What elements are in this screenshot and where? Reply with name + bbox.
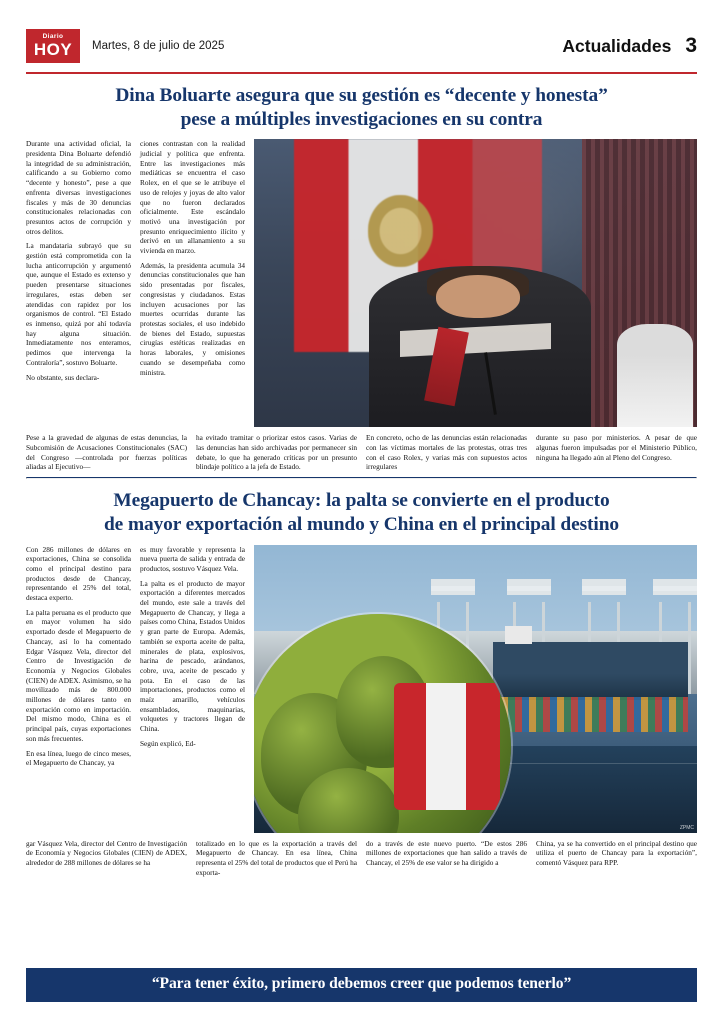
paragraph: La palta peruana es el producto que en mayor volumen ha sido exportado desde el Megapuerto de Chancay, así lo ha comentado Edgar Vásquez Vela, director del Centro de Investigación de Economía y Negocios Globales (CIEN) de ADEX. Asimismo, se ha movilizado más de 800.000 millones de dólares tanto en exportación como en importación. Del mismo modo, China es el principal país, cuyas exportaciones son más frecuentes. <box>26 607 131 743</box>
headline-chancay-line1: Megapuerto de Chancay: la palta se convierte en el producto <box>113 490 610 512</box>
quote-banner: “Para tener éxito, primero debemos creer que podemos tenerlo” <box>26 968 697 1002</box>
logo-main-text: HOY <box>33 40 73 60</box>
paragraph: Pese a la gravedad de algunas de estas denuncias, la Subcomisión de Acusaciones Constitucionales (SAC) del Congreso —controlada por fuerzas políticas aliadas al Ejecutivo— <box>26 433 187 472</box>
article-boluarte-bottom <box>26 433 697 477</box>
paragraph: China, ya se ha convertido en el principal destino que utiliza el puerto de Chancay para la exportación”, comentó Vásquez para RPP. <box>536 838 697 867</box>
article-chancay-top <box>26 545 697 833</box>
headline-chancay <box>26 479 697 544</box>
article-boluarte-top <box>26 139 697 427</box>
dina-boluarte-podium-photo <box>254 139 697 427</box>
headline-boluarte <box>26 74 697 139</box>
paragraph: En esa línea, luego de cinco meses, el Megapuerto de Chancay, ya <box>26 748 131 768</box>
issue-date: Martes, 8 de julio de 2025 <box>92 40 225 52</box>
container-ship <box>493 642 688 700</box>
newspaper-logo <box>26 29 80 63</box>
chancay-port-avocado-photo <box>254 545 697 833</box>
article-chancay <box>26 479 697 882</box>
peru-flag-icon <box>394 683 500 811</box>
masthead <box>26 28 697 74</box>
paragraph: ciones contrastan con la realidad judicial y política que enfrenta. Entre las investigaciones más mediáticas se encuentra el caso Rolex, en el que se le atribuye el uso de relojes y joyas de alto valor que no fueron declarados oficialmente. Este escándalo motivó una investigación por presunto enriquecimiento ilícito y derivó en un allanamiento a su vivienda en marzo. <box>140 139 245 256</box>
article-boluarte-column-1 <box>26 139 131 427</box>
headline-boluarte-line2: pese a múltiples investigaciones en su contra <box>180 108 543 130</box>
article-chancay-column-2 <box>140 545 245 833</box>
paragraph: La mandataria subrayó que su gestión está comprometida con la lucha anticorrupción y argumentó que, aunque el Estado es extenso y pueden presentarse situaciones irregulares, estas deben ser atendidas con rapidez por los organismos de control. “El Estado es inmenso, quizá por ahí todavía hay alguna situación. Inmediatamente nos enteramos, pedimos que intervenga la Contraloría”, sostuvo Boluarte. <box>26 241 131 367</box>
paragraph: Durante una actividad oficial, la presidenta Dina Boluarte defendió la integridad de su administración, calificando a su Gobierno como “decente y honesto”, pese a que enfrenta diversas investigaciones fiscales y más de 30 denuncias constitucionales relacionadas con presuntos actos de corrupción y otros delitos. <box>26 139 131 236</box>
paragraph: es muy favorable y representa la nueva puerta de salida y entrada de productos, sostuvo Vásquez Vela. <box>140 544 245 573</box>
paragraph: Además, la presidenta acumula 34 denuncias constitucionales que han sido presentadas por fiscales, congresistas y ciudadanos. Estas incluyen acusaciones por las muertes ocurridas durante las protestas sociales, el uso indebido de bienes del Estado, supuestas cirugías estéticas realizadas en horas laborales, y omisiones cuando se desempeñaba como ministra. <box>140 260 245 377</box>
photo-credit: ZPMC <box>679 824 694 831</box>
paragraph: totalizado en lo que es la exportación a través del Megapuerto de Chancay. En esa línea, China representa el 25% del total de productos que el Perú ha exporta- <box>196 838 357 877</box>
article-chancay-column-1 <box>26 545 131 833</box>
headline-chancay-line2: de mayor exportación al mundo y China en el principal destino <box>104 513 619 535</box>
paragraph: durante su paso por ministerios. A pesar de que algunas fueron impulsadas por el Ministerio Público, ninguna ha llegado aún al Pleno del Congreso. <box>536 433 697 462</box>
section-title: Actualidades <box>562 35 672 56</box>
paragraph: ha evitado tramitar o priorizar estos casos. Varias de las denuncias han sido archivadas por permanecer sin debate, lo que ha generado críticas por un presunto blindaje político a la jefa de Estado. <box>196 433 357 472</box>
paragraph: do a través de este nuevo puerto. “De estos 286 millones de exportaciones que han salido a través de Chancay, el 25% de ese valor se ha dirigido a <box>366 838 527 867</box>
article-boluarte <box>26 74 697 477</box>
headline-boluarte-line1: Dina Boluarte asegura que su gestión es “decente y honesta” <box>115 85 608 106</box>
paragraph: La palta es el producto de mayor exportación a diferentes mercados del mundo, este sale a través del Megapuerto de Chancay, y llega a países como China, Estados Unidos y gran parte de Europa. Además, también se exporta aceite de palta, minerales de plata, explosivos, harina de pescado, arándanos, cobre, uva, aceite de pescado y pota. En el caso de las importaciones, productos como el maíz amarillo, vehículos ensamblados, maquinarias, volquetes y tractores llegan de China. <box>140 578 245 734</box>
paragraph: Según explicó, Ed- <box>140 738 196 748</box>
article-boluarte-column-2 <box>140 139 245 427</box>
logo-top-text: Diario <box>42 32 64 40</box>
face <box>436 275 520 318</box>
aide-figure <box>617 324 692 428</box>
paragraph: gar Vásquez Vela, director del Centro de Investigación de Economía y Negocios Globales (CIEN) de ADEX, alrededor de 288 millones de dólares se ha <box>26 838 187 867</box>
article-chancay-bottom <box>26 839 697 883</box>
page-number: 3 <box>685 34 697 57</box>
paragraph: En concreto, ocho de las denuncias están relacionadas con las víctimas mortales de las protestas, otras tres con el caso Rolex, y varias más con supuestos actos irregulares <box>366 433 527 472</box>
paragraph: Con 286 millones de dólares en exportaciones, China se consolida como el principal destino para productos desde de Chancay, representando el 25% del total, destaca experto. <box>26 544 131 603</box>
paragraph: No obstante, sus declara- <box>26 372 100 382</box>
